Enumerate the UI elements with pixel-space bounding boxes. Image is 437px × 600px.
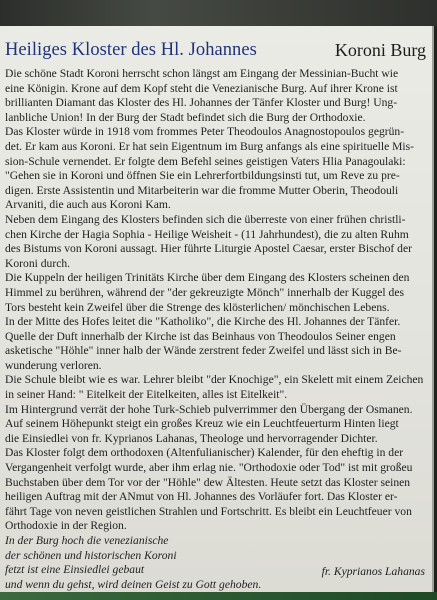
text-line: Vergangenheit verfolgt wurde, aber ihm erlag nie. "Orthodoxie oder Tod" ist mit großeu — [5, 461, 413, 475]
sign-location: Koroni Burg — [334, 40, 426, 60]
background-top-strip — [0, 0, 437, 26]
text-line: Tors besteht kein Zweifel über die Strenge des klösterlichen/ mönchischen Lebens. — [5, 300, 390, 314]
text-line: In der Mitte des Hofes leitet die "Katholiko", die Kirche des Hl. Johannes der Tänfer. — [5, 315, 401, 329]
poem-line: fetzt ist eine Einsiedlei gebaut — [5, 563, 145, 577]
text-line: Die Schule bleibt wie es war. Lehrer bleibt "der Knochige", ein Skelett mit einem Zeichen — [5, 373, 424, 387]
poem-line: der schönen und historischen Koroni — [5, 548, 177, 562]
text-line: Die schöne Stadt Koroni herrscht schon längst am Eingang der Messinian-Bucht wie — [5, 67, 399, 80]
text-line: wunderung verloren. — [5, 358, 102, 372]
text-line: des Bistums von Koroni aussagt. Hier führte Liturgie Apostel Caesar, erster Bischof der — [5, 242, 412, 256]
text-line: Auf seinem Höhepunkt steigt ein großes Kreuz wie ein Leuchtfeuerturm Hinten liegt — [5, 417, 399, 431]
text-line: sion-Schule vernendet. Er folgte dem Befehl seines geistigen Vaters Hlia Panagoulaki: — [5, 154, 406, 168]
text-line: Buchstaben über dem Tor vor der "Höhle" dew Ältesten. Heute setzt das Kloster seinen — [5, 475, 411, 489]
text-line: Himmel zu berühren, während der "der gekreuzigte Mönch" innerhalb der Kuggel des — [5, 285, 404, 299]
text-line: Im Hintergrund verrät der hohe Turk-Schieb pulverrimmer den Übergang der Osmanen. — [5, 402, 413, 416]
text-line: Quelle der Duft innerhalb der Kirche ist das Beinhaus von Theodoulos Seiner engen — [5, 329, 396, 343]
text-line: in seiner Hand: " Eitelkeit der Eitelkeiten, alles ist Eitelkeit". — [5, 388, 288, 402]
text-line: Das Kloster folgt dem orthodoxen (Altenfulianischer) Kalender, für den eheftig in der — [5, 446, 404, 460]
text-line: heiligen Auftrag mit der ANmut von Hl. Johannes des Vorläufer fort. Das Kloster er- — [5, 490, 398, 504]
text-line: det. Er kam aus Koroni. Er hat sein Eigentnum im Burg anfangs als eine spirituelle Mis- — [5, 139, 415, 153]
text-line: eine Königin. Krone auf dem Kopf steht die Venezianische Burg. Auf ihrer Krone ist — [5, 81, 398, 95]
poem-line: und wenn du gehst, wird deinen Geist zu Gott gehoben. — [5, 577, 262, 591]
poem-line: In der Burg hoch die venezianische — [5, 534, 169, 547]
text-line: Neben dem Eingang des Klosters befinden sich die überreste von einer frühen christli- — [5, 212, 406, 226]
sign-title: Heiliges Kloster des Hl. Johannes — [5, 40, 257, 60]
text-line: Das Kloster würde in 1918 vom frommes Peter Theodoulos Anagnostopoulos gegrün- — [5, 125, 405, 139]
text-line: asketische "Höhle" inner halb der Wände zerstrent feder Zweifel und lässt sich in Be- — [5, 344, 402, 358]
text-line: Die Kuppeln der heiligen Trinitäts Kirche über dem Eingang des Klosters scheinen den — [5, 271, 410, 285]
sign-body-text — [5, 67, 431, 592]
text-line: digen. Erste Assistentin und Mitarbeiterin war die fromme Mutter Oberin, Theodouli — [5, 183, 399, 197]
background-bottom-strip — [0, 592, 437, 600]
text-line: "Gehen sie in Koroni und öffnen Sie ein Lehrerfortbildungsinsti tut, um Reve zu pre- — [5, 169, 400, 183]
text-line: lanbliche Union! In der Burg der Stadt befindet sich die Burg der Orthodoxie. — [5, 110, 366, 124]
text-line: Arvaniti, die auch aus Koroni Kam. — [5, 198, 171, 212]
text-line: chen Kirche der Hagia Sophia - Heilige Weisheit - (11 Jahrhundest), die zu alten Ruhm — [5, 227, 409, 241]
text-line: Koroni durch. — [5, 256, 71, 270]
signature: fr. Kyprianos Lahanas — [321, 565, 425, 578]
text-line: fährt Tage von neven geistlichen Strahlen und Fortschritt. Es bleibt ein Leuchtfeuer von — [5, 504, 412, 518]
text-line: die Einsiedlei von fr. Kyprianos Lahanas, Theologe und hervorragender Dichter. — [5, 431, 378, 445]
text-line: Orthodoxie in der Region. — [5, 519, 127, 533]
text-line: brillianten Diamant das Kloster des Hl. Johannes der Tänfer Kloster und Burg! Ung- — [5, 96, 398, 110]
